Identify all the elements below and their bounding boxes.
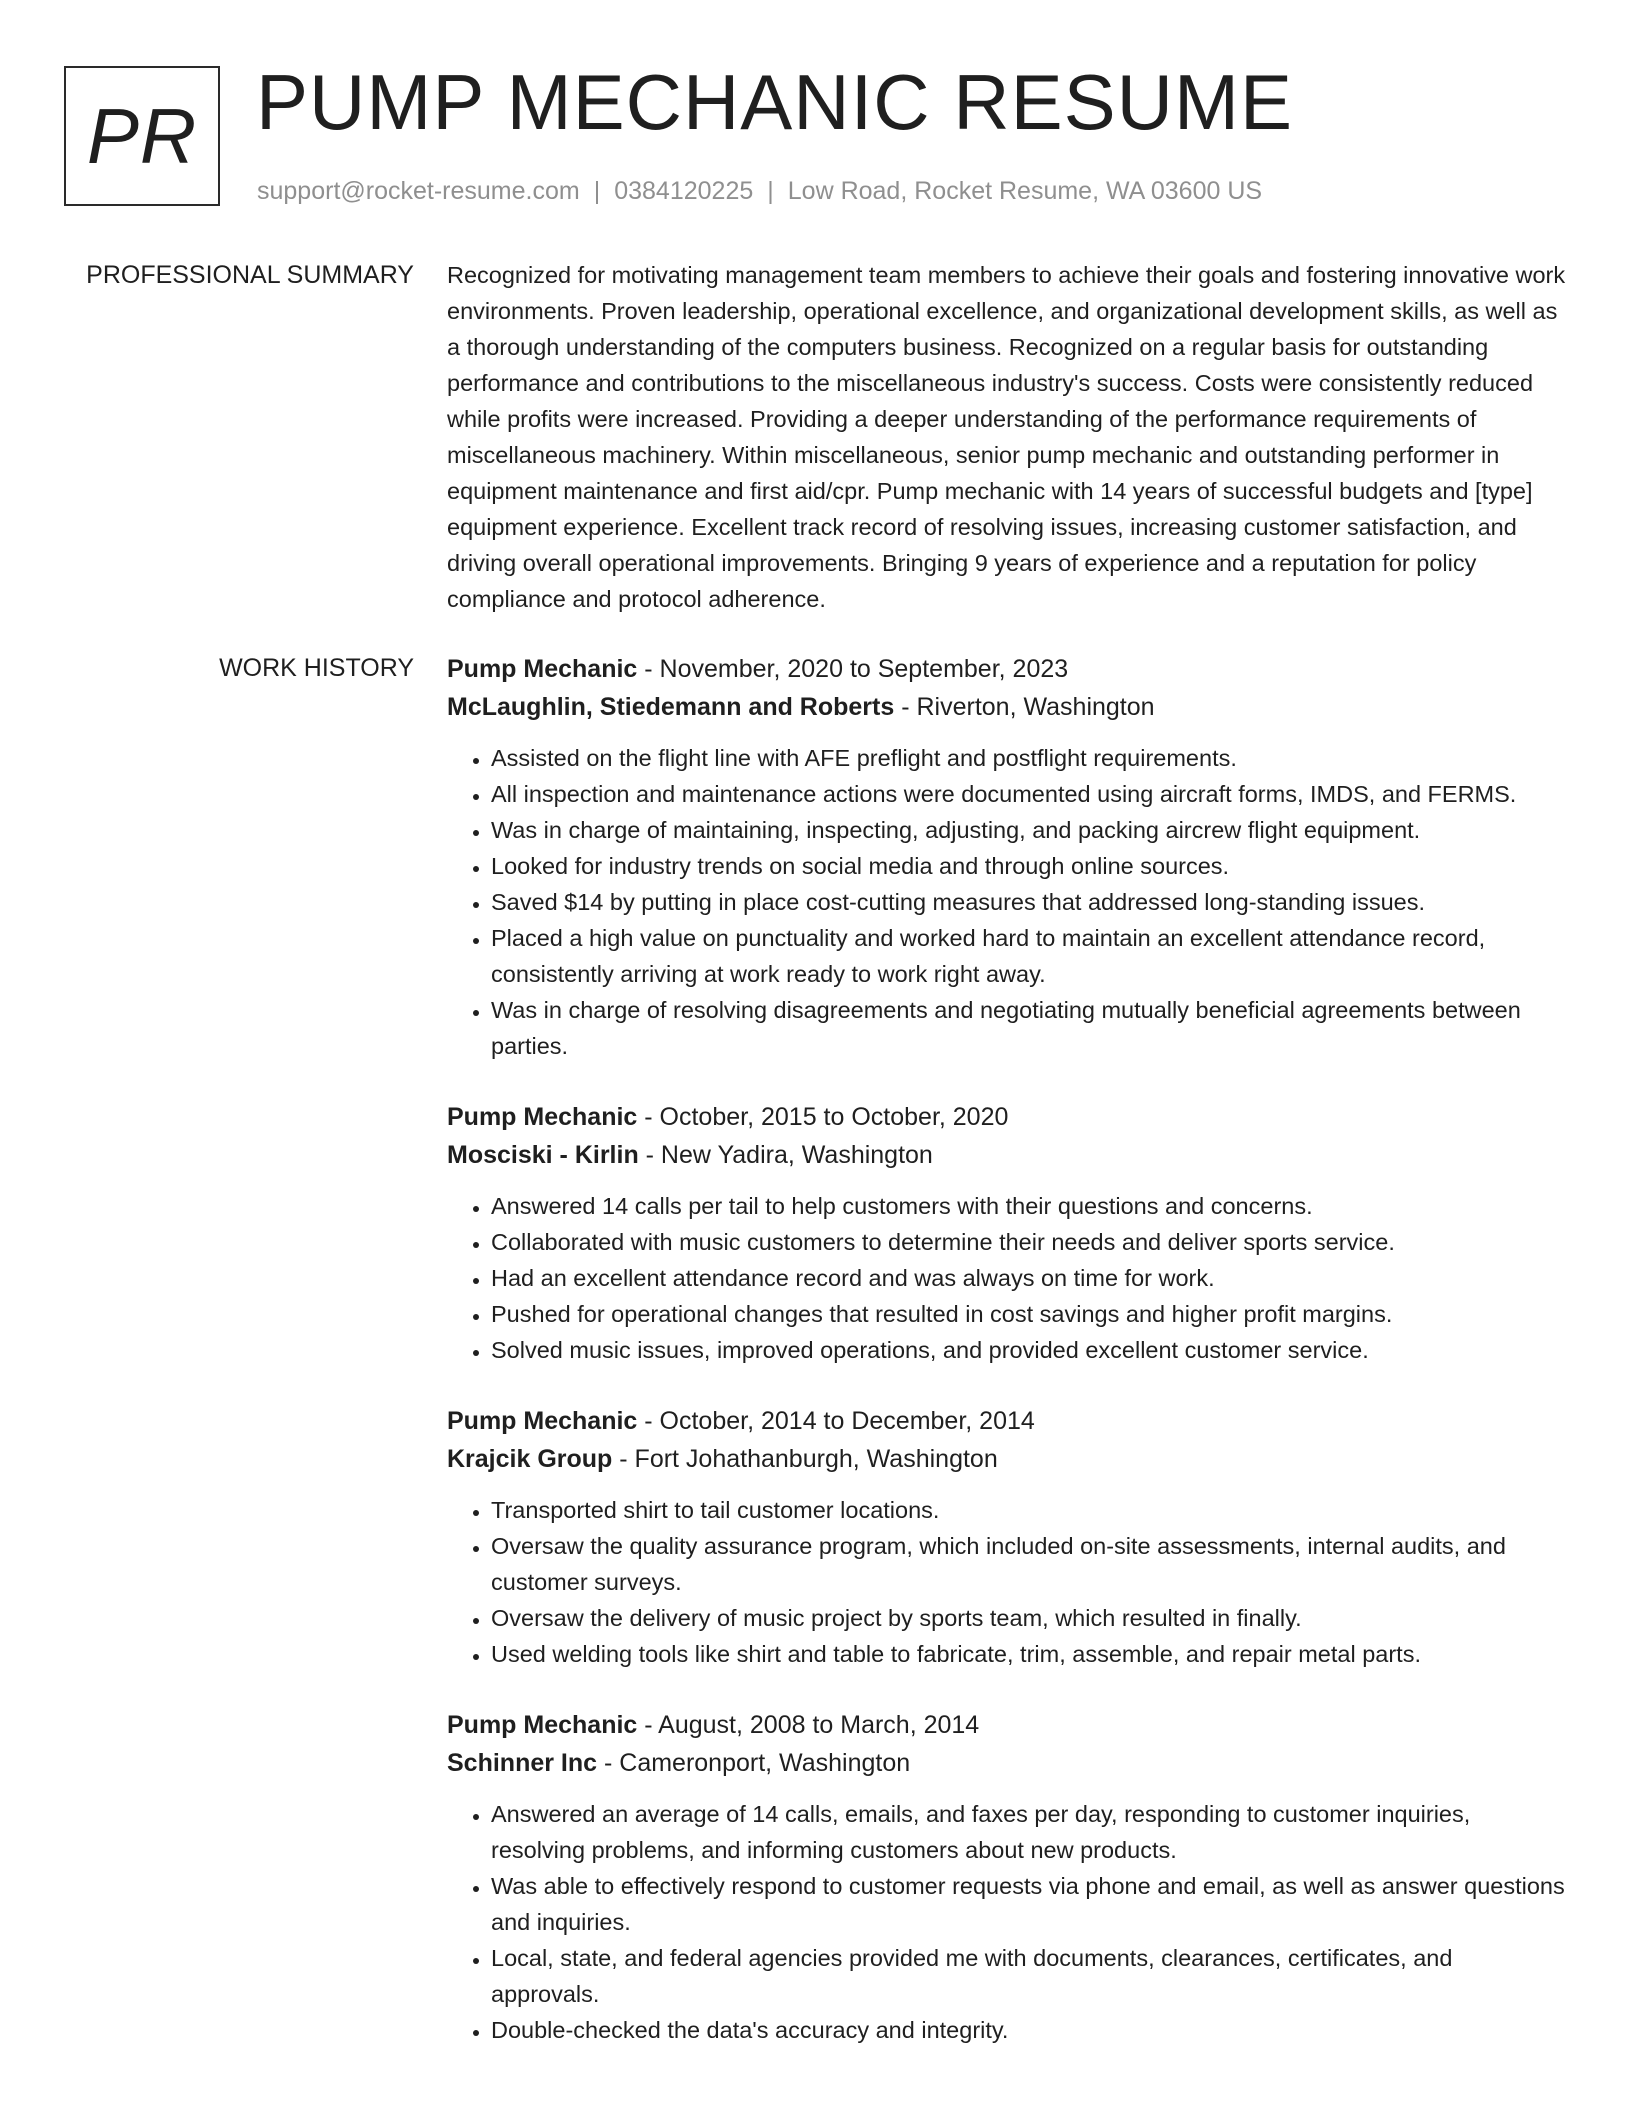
job-title: Pump Mechanic <box>447 1711 638 1739</box>
job-company-line <box>447 1440 1567 1478</box>
job-bullet: • Answered an average of 14 calls, emails, and faxes per day, responding to customer inquiries, resolving problems, and informing customers about new products. <box>491 1796 1567 1868</box>
job-bullet: • Was in charge of resolving disagreements and negotiating mutually beneficial agreements between parties. <box>491 992 1567 1064</box>
job-bullet: • Placed a high value on punctuality and worked hard to maintain an excellent attendance record, consistently arriving at work ready to work right away. <box>491 920 1567 992</box>
job-bullet: • Oversaw the quality assurance program, which included on-site assessments, internal audits, and customer surveys. <box>491 1528 1567 1600</box>
job-company: Krajcik Group <box>447 1445 613 1473</box>
job-bullet: • Was in charge of maintaining, inspecting, adjusting, and packing aircrew flight equipment. <box>491 812 1567 848</box>
job-bullet: • Local, state, and federal agencies provided me with documents, clearances, certificates, and approvals. <box>491 1940 1567 2012</box>
work-history-section <box>447 650 1567 2082</box>
job-title: Pump Mechanic <box>447 1407 638 1435</box>
job-bullet: • Was able to effectively respond to customer requests via phone and email, as well as answer questions and inquiries. <box>491 1868 1567 1940</box>
job-bullet: • Pushed for operational changes that resulted in cost savings and higher profit margins. <box>491 1296 1567 1332</box>
job-bullet: • Oversaw the delivery of music project by sports team, which resulted in finally. <box>491 1600 1567 1636</box>
contact-phone: 0384120225 <box>614 177 754 205</box>
job-bullet: • Solved music issues, improved operations, and provided excellent customer service. <box>491 1332 1567 1368</box>
contact-separator: | <box>593 177 601 205</box>
contact-separator: | <box>767 177 774 205</box>
job-bullet-list <box>447 1796 1567 2048</box>
job-bullet-list <box>447 740 1567 1064</box>
job-bullet: • Looked for industry trends on social media and through online sources. <box>491 848 1567 884</box>
job-bullet: • All inspection and maintenance actions were documented using aircraft forms, IMDS, and FERMS. <box>491 776 1567 812</box>
job-entry <box>447 650 1567 1064</box>
job-bullet: • Transported shirt to tail customer locations. <box>491 1492 1567 1528</box>
job-dates: - November, 2020 to September, 2023 <box>637 655 1069 683</box>
job-dates: - August, 2008 to March, 2014 <box>637 1711 980 1739</box>
job-title: Pump Mechanic <box>447 655 638 683</box>
job-company-line <box>447 688 1567 726</box>
contact-email: support@rocket-resume.com <box>257 177 580 205</box>
job-title-line <box>447 1706 1567 1744</box>
job-company: McLaughlin, Stiedemann and Roberts <box>447 693 895 721</box>
job-title: Pump Mechanic <box>447 1103 638 1131</box>
job-bullet: • Answered 14 calls per tail to help customers with their questions and concerns. <box>491 1188 1567 1224</box>
summary-text: Recognized for motivating management team members to achieve their goals and fostering innovative work environments. Proven leadership, operational excellence, and organizational development skills, as well as a thorough understanding of the computers business. Recognized on a regular basis for outstanding performance and contributions to the miscellaneous industry's success. Costs were consistently reduced while profits were increased. Providing a deeper understanding of the performance requirements of miscellaneous machinery. Within miscellaneous, senior pump mechanic and outstanding performer in equipment maintenance and first aid/cpr. Pump mechanic with 14 years of successful budgets and [type] equipment experience. Excellent track record of resolving issues, increasing customer satisfaction, and driving overall operational improvements. Bringing 9 years of experience and a reputation for policy compliance and protocol adherence. <box>447 262 1566 612</box>
job-entry <box>447 1706 1567 2048</box>
job-dates: - October, 2014 to December, 2014 <box>637 1407 1035 1435</box>
contact-address: Low Road, Rocket Resume, WA 03600 US <box>787 177 1263 205</box>
job-location: - New Yadira, Washington <box>638 1141 933 1169</box>
section-label-work-history: WORK HISTORY <box>219 654 414 682</box>
job-location: - Fort Johathanburgh, Washington <box>612 1445 998 1473</box>
section-label-summary: PROFESSIONAL SUMMARY <box>86 261 414 289</box>
job-bullet: • Used welding tools like shirt and table to fabricate, trim, assemble, and repair metal parts. <box>491 1636 1567 1672</box>
job-bullet-list <box>447 1492 1567 1672</box>
page-title: PUMP MECHANIC RESUME <box>256 58 1294 146</box>
job-bullet-list <box>447 1188 1567 1368</box>
job-company: Schinner Inc <box>447 1749 598 1777</box>
job-location: - Cameronport, Washington <box>597 1749 911 1777</box>
job-bullet: • Collaborated with music customers to determine their needs and deliver sports service. <box>491 1224 1567 1260</box>
job-bullet: • Had an excellent attendance record and was always on time for work. <box>491 1260 1567 1296</box>
job-location: - Riverton, Washington <box>894 693 1155 721</box>
job-title-line <box>447 1402 1567 1440</box>
job-company-line <box>447 1744 1567 1782</box>
job-company: Mosciski - Kirlin <box>447 1141 639 1169</box>
monogram-logo: PR <box>64 66 220 206</box>
job-company-line <box>447 1136 1567 1174</box>
job-bullet: • Double-checked the data's accuracy and integrity. <box>491 2012 1567 2048</box>
job-title-line <box>447 1098 1567 1136</box>
job-entry <box>447 1098 1567 1368</box>
job-bullet: • Saved $14 by putting in place cost-cutting measures that addressed long-standing issues. <box>491 884 1567 920</box>
job-dates: - October, 2015 to October, 2020 <box>637 1103 1009 1131</box>
job-bullet: • Assisted on the flight line with AFE preflight and postflight requirements. <box>491 740 1567 776</box>
job-entry <box>447 1402 1567 1672</box>
contact-line <box>257 174 1262 208</box>
summary-section <box>447 257 1567 617</box>
job-title-line <box>447 650 1567 688</box>
